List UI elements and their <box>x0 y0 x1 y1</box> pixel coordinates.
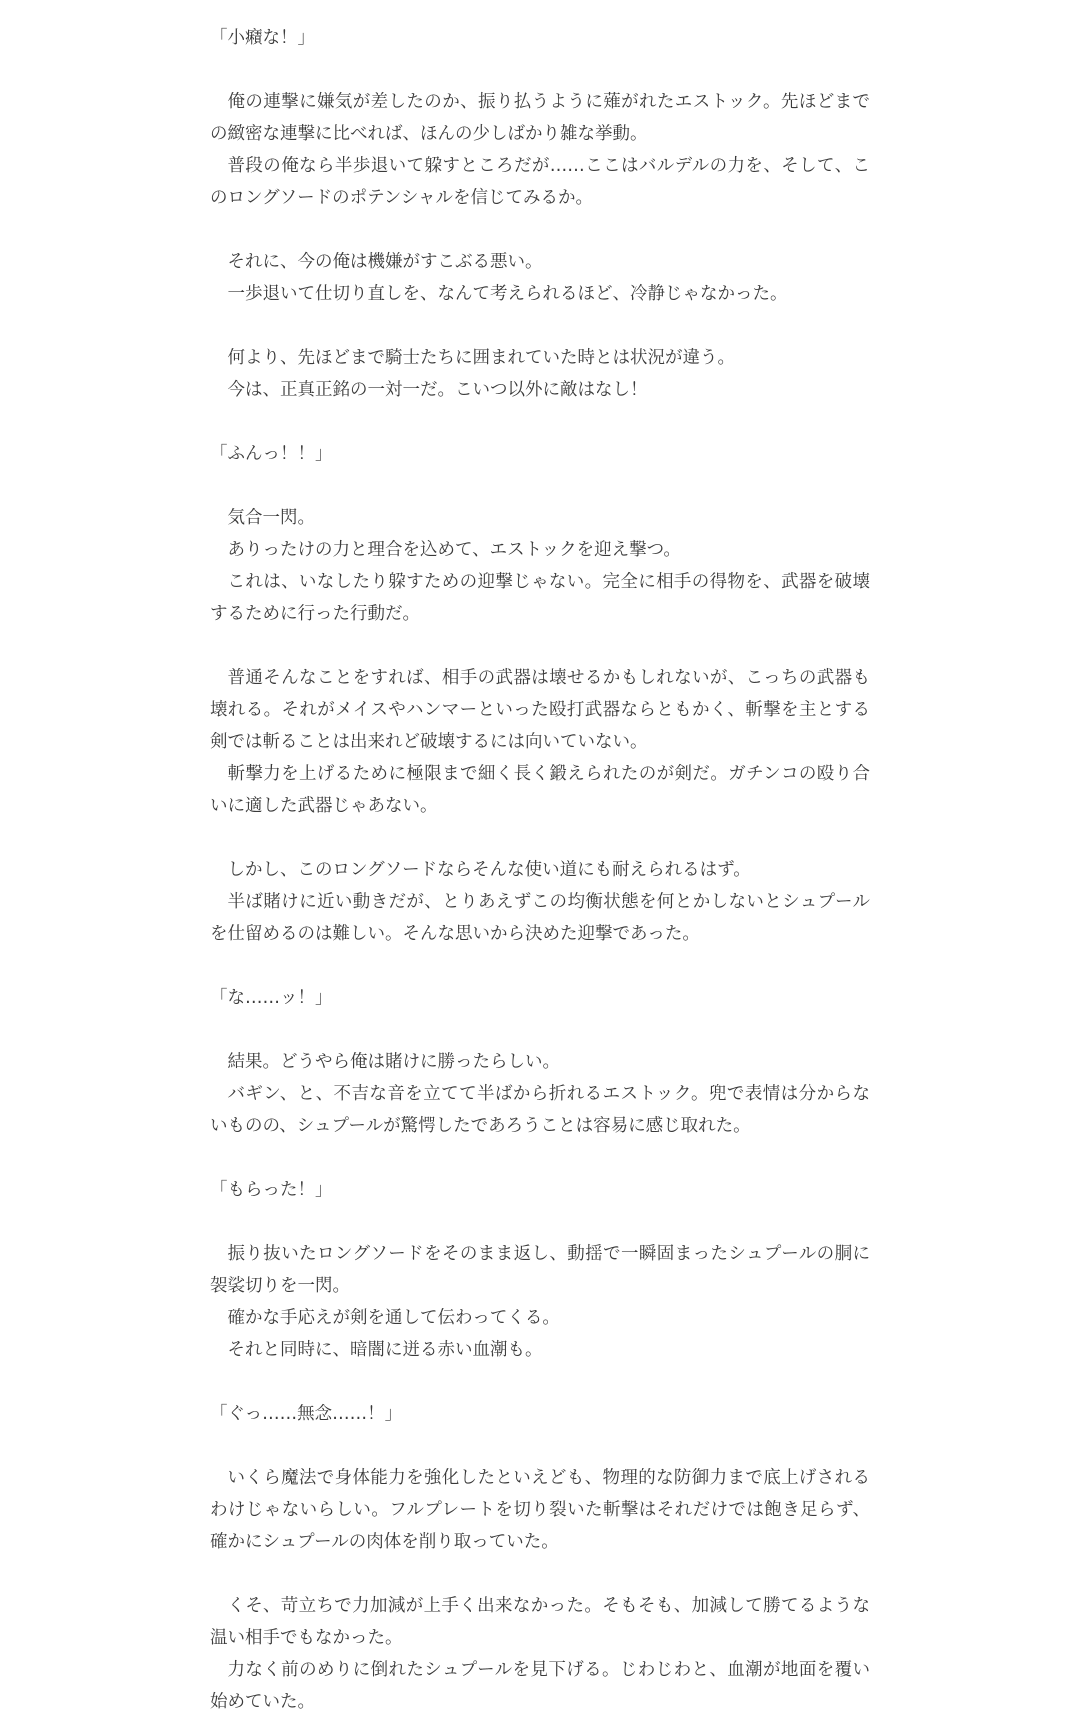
blank-line <box>210 1142 870 1174</box>
blank-line <box>210 470 870 502</box>
blank-line <box>210 310 870 342</box>
dialogue-line: 「もらった！」 <box>210 1180 333 1200</box>
blank-line <box>210 54 870 86</box>
paragraph: ありったけの力と理合を込めて、エストックを迎え撃つ。 <box>227 540 681 560</box>
paragraph: 気合一閃。 <box>227 508 315 528</box>
paragraph: 普段の俺なら半歩退いて躱すところだが……ここはバルデルの力を、そして、このロングソードのポテンシャルを信じてみるか。 <box>210 156 870 208</box>
paragraph: それに、今の俺は機嫌がすこぶる悪い。 <box>227 252 543 272</box>
paragraph: 普通そんなことをすれば、相手の武器は壊せるかもしれないが、こっちの武器も壊れる。それがメイスやハンマーといった殴打武器ならともかく、斬撃を主とする剣では斬ることは出来れど破壊するには向いていない。 <box>210 668 870 752</box>
blank-line <box>210 822 870 854</box>
paragraph: 何より、先ほどまで騎士たちに囲まれていた時とは状況が違う。 <box>227 348 735 368</box>
paragraph: 一歩退いて仕切り直しを、なんて考えられるほど、冷静じゃなかった。 <box>227 284 788 304</box>
paragraph: 力なく前のめりに倒れたシュプールを見下げる。じわじわと、血潮が地面を覆い始めていた。 <box>210 1660 870 1712</box>
paragraph: 俺の連撃に嫌気が差したのか、振り払うように薙がれたエストック。先ほどまでの緻密な連撃に比べれば、ほんの少しばかり雑な挙動。 <box>210 92 870 144</box>
dialogue-line: 「ぐっ……無念……！」 <box>210 1404 403 1424</box>
paragraph: 結果。どうやら俺は賭けに勝ったらしい。 <box>227 1052 560 1072</box>
paragraph: 振り抜いたロングソードをそのまま返し、動揺で一瞬固まったシュプールの胴に袈裟切りを一閃。 <box>210 1244 870 1296</box>
paragraph: 半ば賭けに近い動きだが、とりあえずこの均衡状態を何とかしないとシュプールを仕留めるのは難しい。そんな思いから決めた迎撃であった。 <box>210 892 870 944</box>
blank-line <box>210 1558 870 1590</box>
paragraph: しかし、このロングソードならそんな使い道にも耐えられるはず。 <box>227 860 751 880</box>
dialogue-line: 「小癪な！」 <box>210 28 315 48</box>
paragraph: 今は、正真正銘の一対一だ。こいつ以外に敵はなし！ <box>227 380 648 400</box>
paragraph: これは、いなしたり躱すための迎撃じゃない。完全に相手の得物を、武器を破壊するために行った行動だ。 <box>210 572 870 624</box>
paragraph: バギン、と、不吉な音を立てて半ばから折れるエストック。兜で表情は分からないものの、シュプールが驚愕したであろうことは容易に感じ取れた。 <box>210 1084 870 1136</box>
blank-line <box>210 406 870 438</box>
dialogue-line: 「な……ッ！」 <box>210 988 333 1008</box>
blank-line <box>210 950 870 982</box>
paragraph: くそ、苛立ちで力加減が上手く出来なかった。そもそも、加減して勝てるような温い相手でもなかった。 <box>210 1596 870 1648</box>
blank-line <box>210 1014 870 1046</box>
paragraph: 斬撃力を上げるために極限まで細く長く鍛えられたのが剣だ。ガチンコの殴り合いに適した武器じゃあない。 <box>210 764 870 816</box>
novel-text <box>210 22 870 1718</box>
paragraph: いくら魔法で身体能力を強化したといえども、物理的な防御力まで底上げされるわけじゃないらしい。フルプレートを切り裂いた斬撃はそれだけでは飽き足らず、確かにシュプールの肉体を削り取っていた。 <box>210 1468 870 1552</box>
blank-line <box>210 214 870 246</box>
blank-line <box>210 1206 870 1238</box>
blank-line <box>210 1366 870 1398</box>
dialogue-line: 「ふんっ！！」 <box>210 444 333 464</box>
paragraph: 確かな手応えが剣を通して伝わってくる。 <box>227 1308 560 1328</box>
blank-line <box>210 1430 870 1462</box>
paragraph: それと同時に、暗闇に迸る赤い血潮も。 <box>227 1340 543 1360</box>
blank-line <box>210 630 870 662</box>
